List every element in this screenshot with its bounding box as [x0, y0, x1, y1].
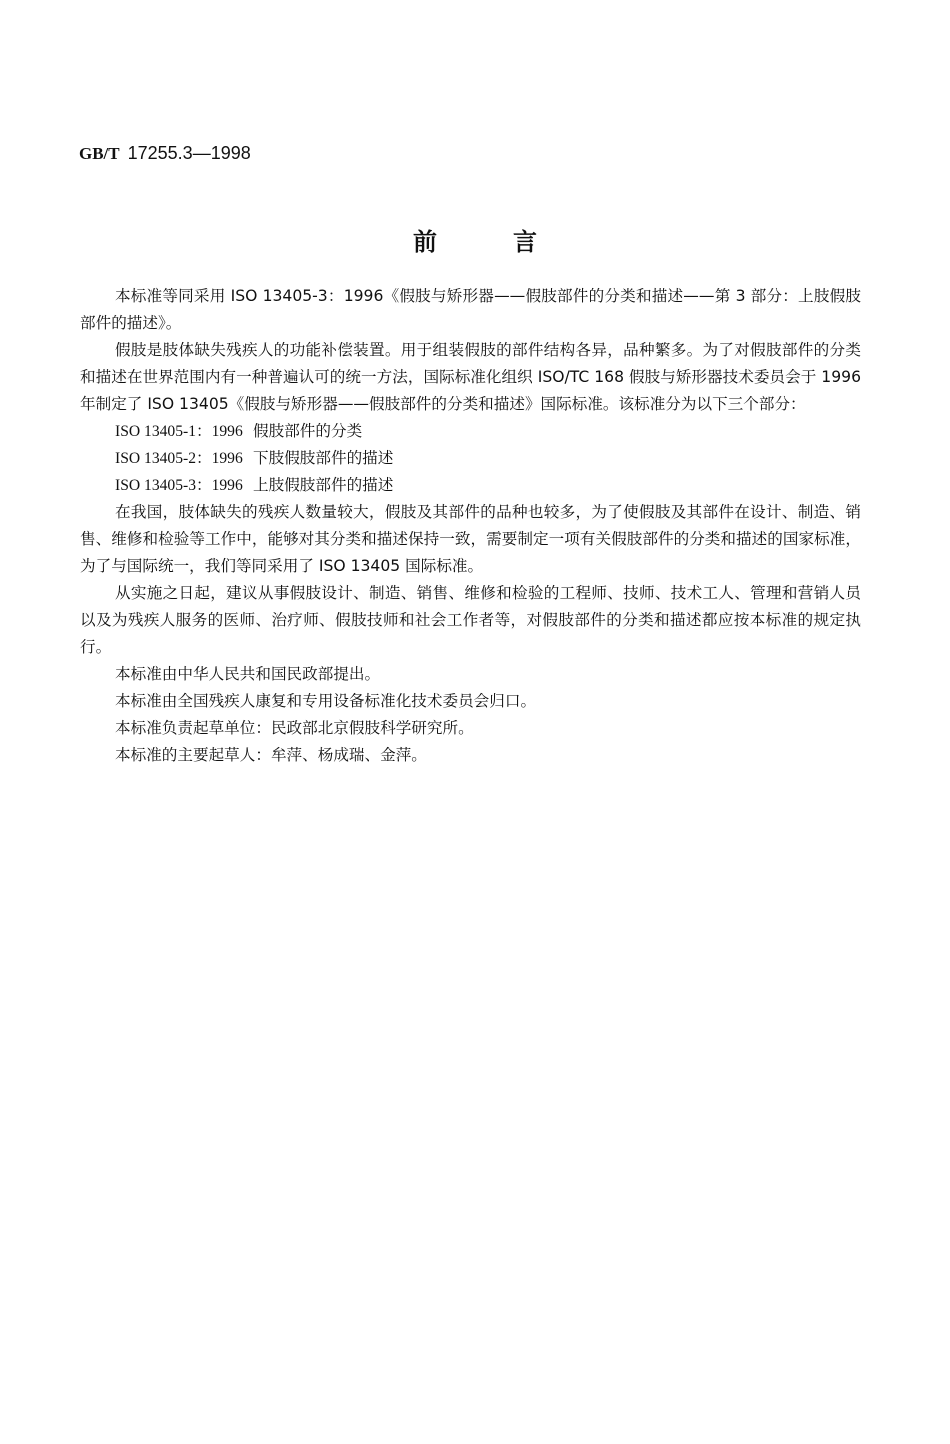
title-char-1: 前 — [413, 227, 437, 256]
title-char-2: 言 — [513, 227, 537, 256]
part-description: 上肢假肢部件的描述 — [253, 476, 394, 494]
paragraph-national-need: 在我国，肢体缺失的残疾人数量较大，假肢及其部件的品种也较多，为了使假肢及其部件在设计、制造、销售、维修和检验等工作中，能够对其分类和描述保持一致，需要制定一项有关假肢部件的分类和描述的国家标准，为了与国际统一，我们等同采用了 ISO 13405 国际标准。 — [80, 503, 861, 575]
paragraph-proposed-by: 本标准由中华人民共和国民政部提出。 — [115, 665, 381, 683]
paragraph-background: 假肢是肢体缺失残疾人的功能补偿装置。用于组装假肢的部件结构各异，品种繁多。为了对假肢部件的分类和描述在世界范围内有一种普遍认可的统一方法，国际标准化组织 ISO/TC 168 假肢与矫形器技术委员会于 1996 年制定了 ISO 13405《假肢与矫形器——假肢部件的分类和描述》国际标准。该标准分为以下三个部分： — [80, 341, 861, 413]
part-code: ISO 13405-3：1996 — [115, 477, 243, 494]
paragraph-implementation: 从实施之日起，建议从事假肢设计、制造、销售、维修和检验的工程师、技师、技术工人、管理和营销人员以及为残疾人服务的医师、治疗师、假肢技师和社会工作者等，对假肢部件的分类和描述都应按本标准的规定执行。 — [80, 584, 861, 656]
list-item-part-1 — [80, 418, 861, 445]
standard-prefix: GB/T — [79, 144, 120, 163]
list-item-part-3 — [80, 472, 861, 499]
page-title — [0, 222, 950, 257]
paragraph-administered-by: 本标准由全国残疾人康复和专用设备标准化技术委员会归口。 — [115, 692, 537, 710]
list-item-part-2 — [80, 445, 861, 472]
part-description: 假肢部件的分类 — [253, 422, 363, 440]
standard-code — [79, 143, 251, 164]
foreword-body — [80, 283, 861, 769]
part-description: 下肢假肢部件的描述 — [253, 449, 394, 467]
paragraph-drafting-unit: 本标准负责起草单位：民政部北京假肢科学研究所。 — [115, 719, 474, 737]
paragraph-drafters: 本标准的主要起草人：牟萍、杨成瑞、金萍。 — [115, 746, 427, 764]
paragraph-adoption: 本标准等同采用 ISO 13405-3：1996《假肢与矫形器——假肢部件的分类和描述——第 3 部分：上肢假肢部件的描述》。 — [80, 287, 861, 332]
part-code: ISO 13405-1：1996 — [115, 423, 243, 440]
standard-number: 17255.3—1998 — [127, 143, 251, 163]
part-code: ISO 13405-2：1996 — [115, 450, 243, 467]
